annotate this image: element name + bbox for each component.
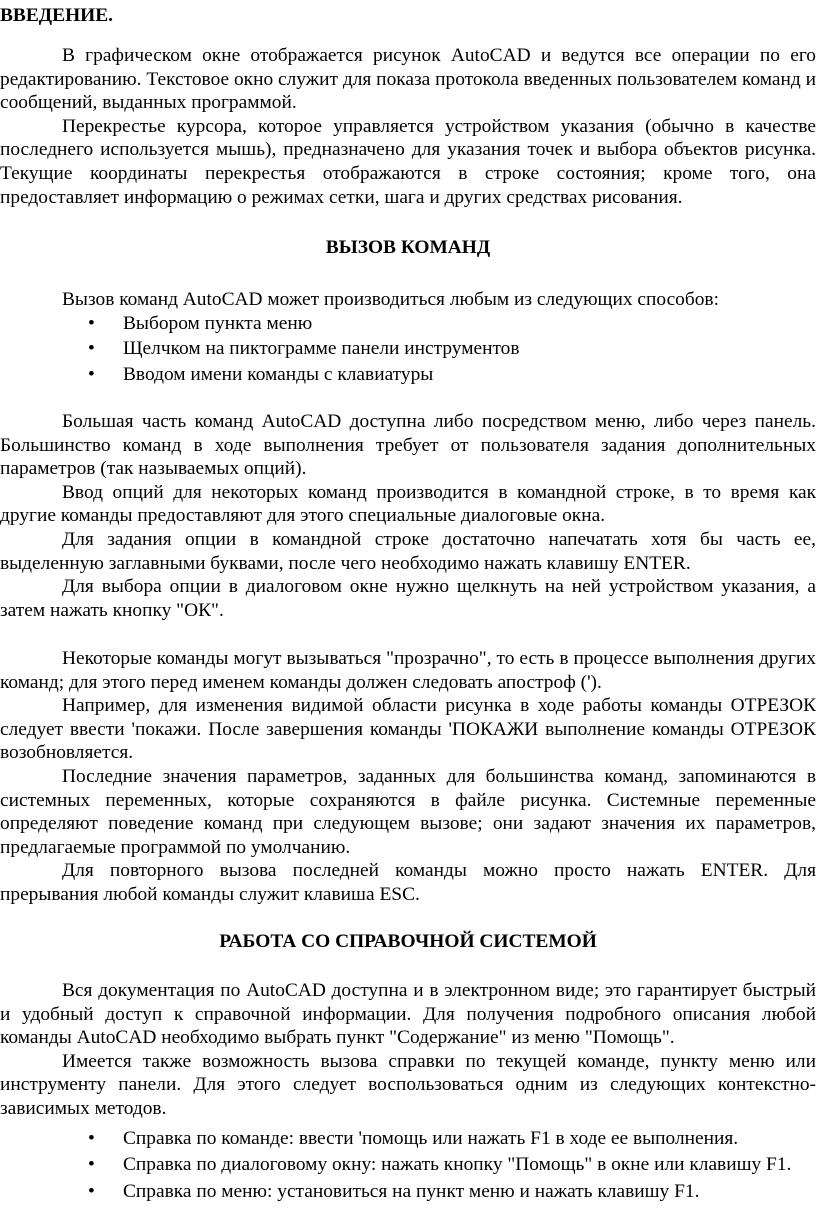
bullet-icon: • bbox=[88, 363, 95, 385]
body-paragraph: Большая часть команд AutoCAD доступна либо посредством меню, либо через панель. Большинство команд в ходе выполнения требует от пользователя задания дополнительных параметров (так называемых опций). bbox=[0, 411, 816, 480]
help-methods-list bbox=[0, 1127, 816, 1204]
intro-section bbox=[0, 44, 816, 209]
commands-details-section bbox=[0, 410, 816, 622]
help-section bbox=[0, 979, 816, 1203]
heading-help-system: РАБОТА СО СПРАВОЧНОЙ СИСТЕМОЙ bbox=[219, 931, 597, 952]
list-item-text: Справка по команде: ввести 'помощь или нажать F1 в ходе ее выполнения. bbox=[123, 1127, 739, 1149]
list-item-text: Выбором пункта меню bbox=[123, 312, 313, 334]
list-item bbox=[0, 1127, 816, 1151]
commands-list bbox=[0, 312, 816, 387]
body-paragraph: Имеется также возможность вызова справки по текущей команде, пункту меню или инструменту панели. Для этого следует воспользоваться одним из следующих контекстно-зависимых методов. bbox=[0, 1050, 816, 1119]
heading-introduction: ВВЕДЕНИЕ. bbox=[0, 5, 114, 26]
list-item-text: Справка по меню: установиться на пункт меню и нажать клавишу F1. bbox=[123, 1180, 700, 1202]
intro-paragraph: Перекрестье курсора, которое управляется устройством указания (обычно в качестве последнего используется мышь), предназначено для указания точек и выбора объектов рисунка. Текущие координаты перекрестья отображаются в строке состояния; кроме того, она предоставляет информацию о режимах сетки, шага и других средствах рисования. bbox=[0, 115, 816, 208]
list-item bbox=[0, 1180, 816, 1204]
bullet-icon: • bbox=[88, 1127, 95, 1149]
list-item bbox=[0, 1153, 816, 1177]
bullet-icon: • bbox=[88, 312, 95, 334]
body-paragraph: Для выбора опции в диалоговом окне нужно щелкнуть на ней устройством указания, а затем нажать кнопку "ОК". bbox=[0, 576, 816, 621]
commands-section bbox=[0, 288, 816, 386]
body-paragraph: Для задания опции в командной строке достаточно напечатать хотя бы часть ее, выделенную заглавными буквами, после чего необходимо нажать клавишу ENTER. bbox=[0, 528, 816, 574]
body-paragraph: Ввод опций для некоторых команд производится в командной строке, в то время как другие команды предоставляют для этого специальные диалоговые окна. bbox=[0, 481, 816, 527]
list-item bbox=[0, 337, 816, 361]
list-item-text: Щелчком на пиктограмме панели инструментов bbox=[123, 338, 520, 360]
body-paragraph: Например, для изменения видимой области рисунка в ходе работы команды ОТРЕЗОК следует ввести 'покажи. После завершения команды 'ПОКАЖИ выполнение команды ОТРЕЗОК возобновляется. bbox=[0, 695, 816, 764]
list-item-text: Справка по диалоговому окну: нажать кнопку "Помощь" в окне или клавишу F1. bbox=[123, 1154, 792, 1176]
list-item bbox=[0, 363, 816, 387]
body-paragraph: Для повторного вызова последней команды можно просто нажать ENTER. Для прерывания любой команды служит клавиша ESC. bbox=[0, 860, 816, 905]
bullet-icon: • bbox=[88, 1180, 95, 1202]
bullet-icon: • bbox=[88, 338, 95, 360]
body-paragraph: Вся документация по AutoCAD доступна и в электронном виде; это гарантирует быстрый и удобный доступ к справочной информации. Для получения подробного описания любой команды AutoCAD необходимо выбрать пункт "Содержание" из меню "Помощь". bbox=[0, 980, 816, 1049]
list-item-text: Вводом имени команды с клавиатуры bbox=[123, 363, 434, 385]
body-paragraph: Последние значения параметров, заданных для большинства команд, запоминаются в системных переменных, которые сохраняются в файле рисунка. Системные переменные определяют поведение команд при следующем вызове; они задают значения их параметров, предлагаемые программой по умолчанию. bbox=[0, 765, 816, 858]
bullet-icon: • bbox=[88, 1154, 95, 1176]
heading-command-call: ВЫЗОВ КОМАНД bbox=[325, 237, 491, 258]
intro-paragraph: В графическом окне отображается рисунок AutoCAD и ведутся все операции по его редактированию. Текстовое окно служит для показа протокола введенных пользователем команд и сообщений, выданных программой. bbox=[0, 45, 816, 114]
transparent-commands-section bbox=[0, 647, 816, 907]
commands-intro-paragraph: Вызов команд AutoCAD может производиться любым из следующих способов: bbox=[62, 289, 719, 310]
list-item bbox=[0, 312, 816, 336]
body-paragraph: Некоторые команды могут вызываться "прозрачно", то есть в процессе выполнения других команд; для этого перед именем команды должен следовать апостроф ('). bbox=[0, 648, 816, 693]
